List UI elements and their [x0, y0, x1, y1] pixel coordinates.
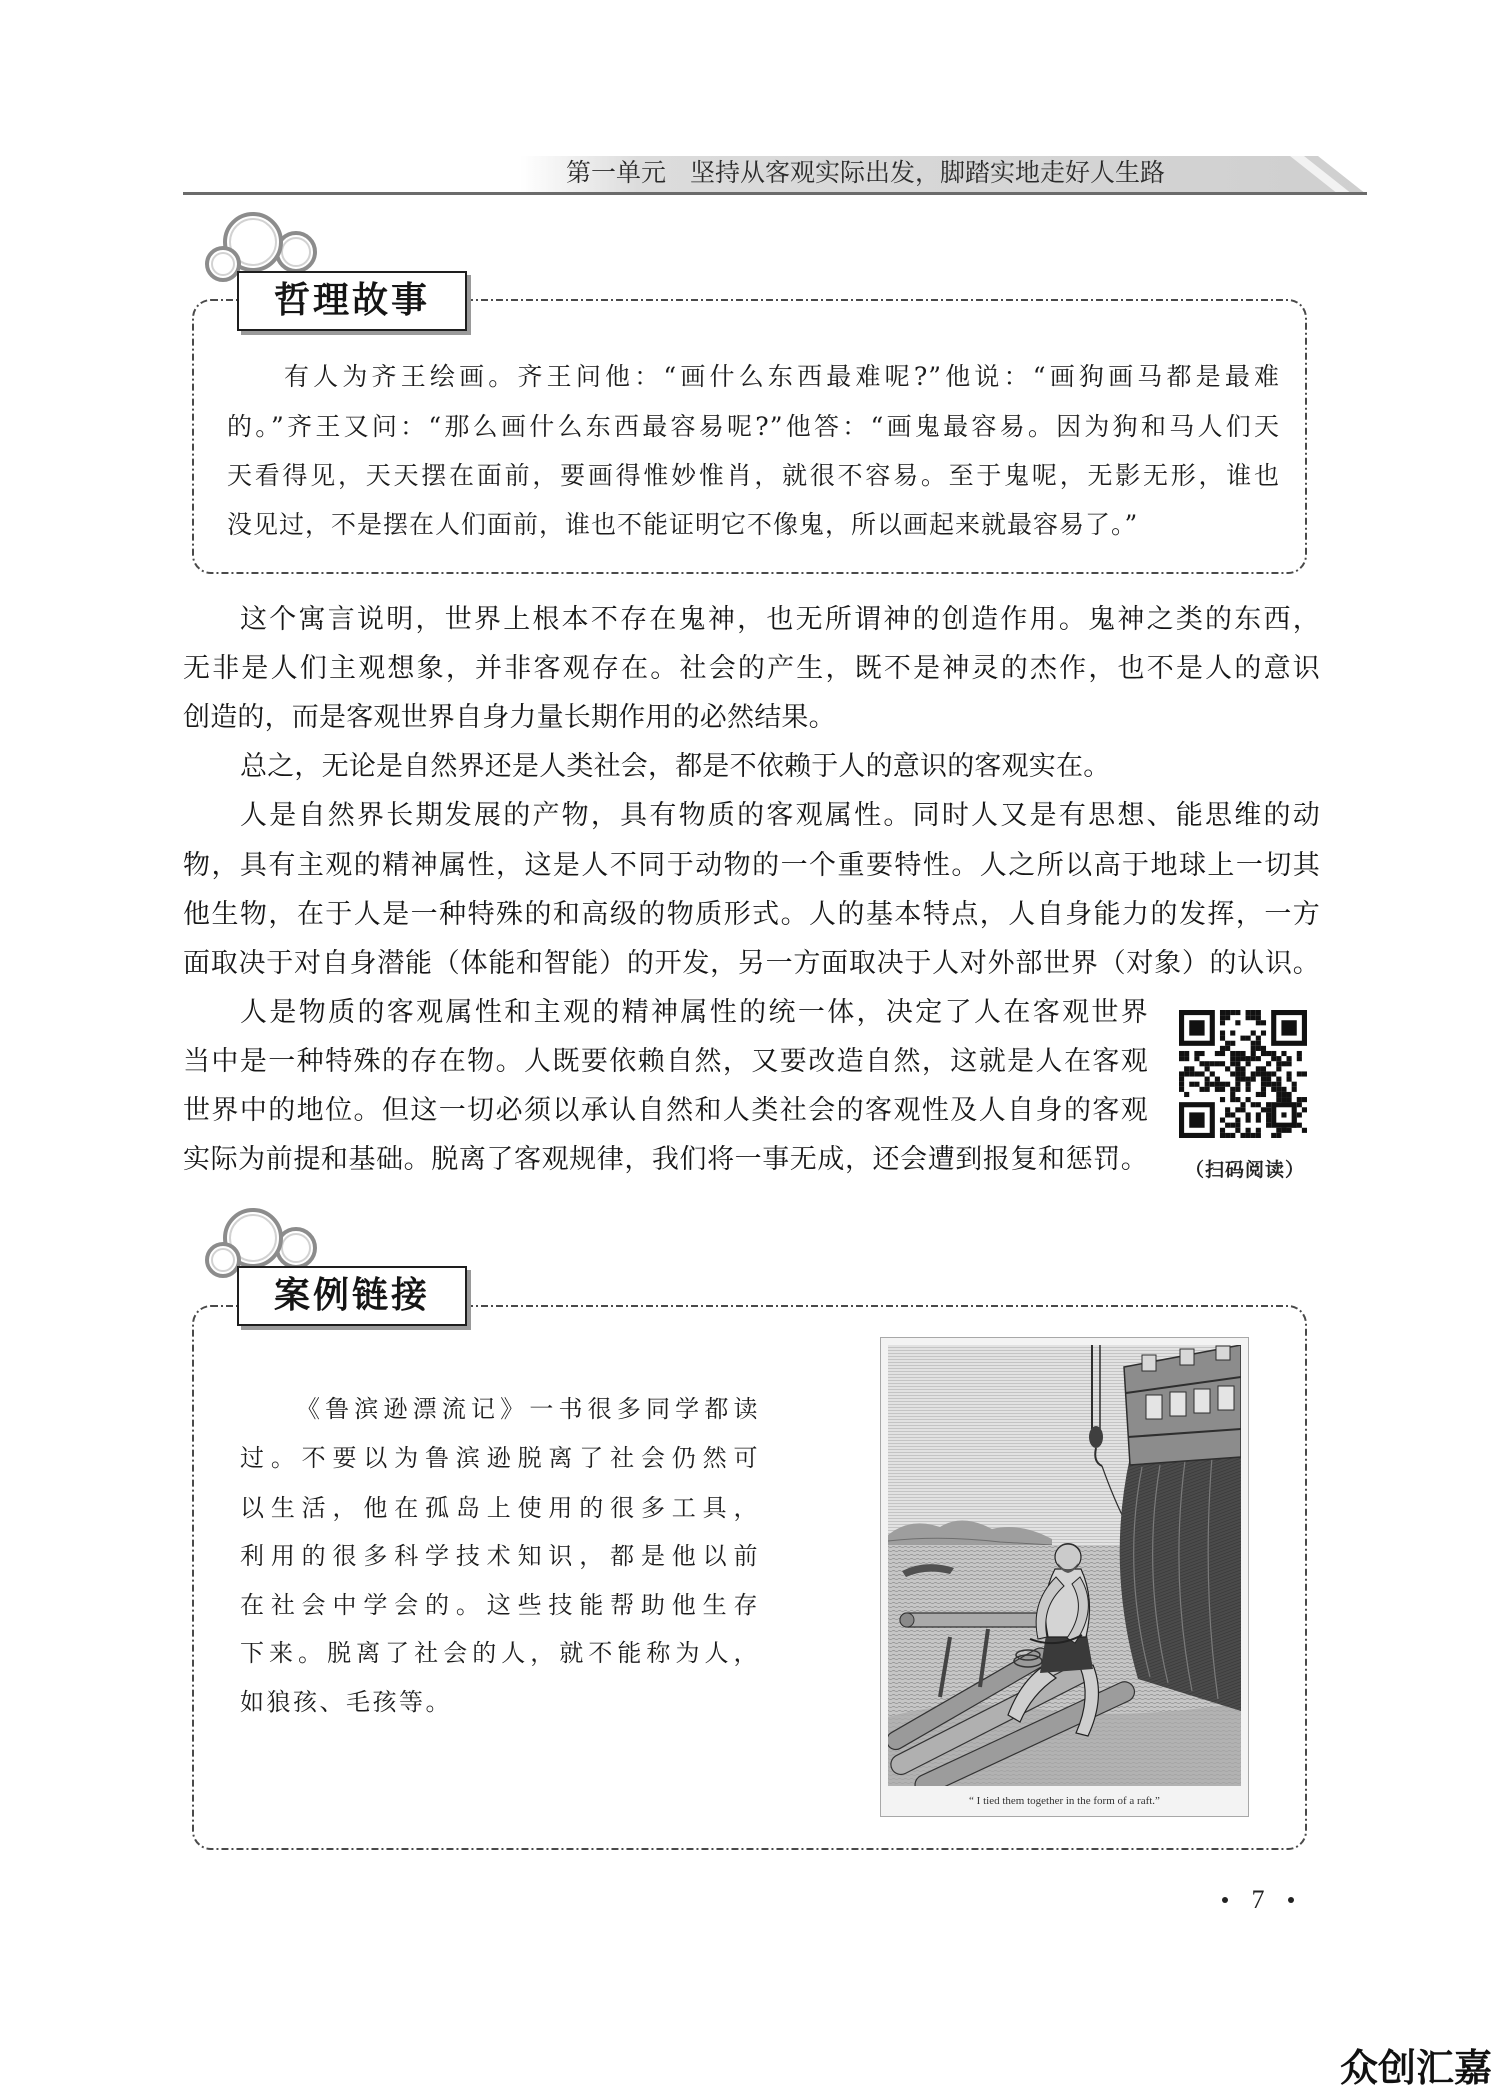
watermark: 众创汇嘉	[1340, 2046, 1493, 2090]
case-line: 过。不要以为鲁滨逊脱离了社会仍然可	[240, 1444, 760, 1472]
body-line: 人是物质的客观属性和主观的精神属性的统一体，决定了人在客观世界	[240, 997, 1148, 1028]
unit-label: 第一单元	[566, 158, 667, 187]
story-line: 没见过，不是摆在人们面前，谁也不能证明它不像鬼，所以画起来就最容易了。”	[227, 510, 1139, 539]
story-line: 的。”齐王又问：“那么画什么东西最容易呢?”他答：“画鬼最容易。因为狗和马人们天	[227, 412, 1280, 441]
header-rule	[183, 192, 1367, 195]
case-line: 利用的很多科学技术知识，都是他以前	[240, 1542, 760, 1570]
qr-caption: （扫码阅读）	[1184, 1159, 1305, 1181]
page-number-dot	[1222, 1897, 1228, 1903]
case-line: 下来。脱离了社会的人，就不能称为人，	[240, 1639, 760, 1667]
illustration-caption: “ I tied them together in the form of a raft.”	[969, 1795, 1160, 1807]
body-line: 当中是一种特殊的存在物。人既要依赖自然，又要改造自然，这就是人在客观	[183, 1046, 1148, 1077]
body-line: 世界中的地位。但这一切必须以承认自然和人类社会的客观性及人自身的客观	[183, 1095, 1148, 1126]
body-line: 创造的，而是客观世界自身力量长期作用的必然结果。	[183, 702, 836, 733]
story-line: 有人为齐王绘画。齐王问他：“画什么东西最难呢?”他说：“画狗画马都是最难	[284, 362, 1280, 391]
body-line: 实际为前提和基础。脱离了客观规律，我们将一事无成，还会遭到报复和惩罚。	[183, 1144, 1148, 1175]
running-header	[566, 156, 1165, 190]
page-number-dot	[1288, 1897, 1294, 1903]
case-line: 在社会中学会的。这些技能帮助他生存	[240, 1591, 760, 1619]
case-line: 以生活，他在孤岛上使用的很多工具，	[240, 1494, 760, 1522]
page-number	[1222, 1884, 1294, 1916]
body-line: 总之，无论是自然界还是人类社会，都是不依赖于人的意识的客观实在。	[240, 751, 1111, 782]
body-line: 无非是人们主观想象，并非客观存在。社会的产生，既不是神灵的杰作，也不是人的意识	[183, 653, 1320, 684]
case-line: 《鲁滨逊漂流记》一书很多同学都读	[296, 1395, 760, 1423]
unit-title: 坚持从客观实际出发，脚踏实地走好人生路	[690, 158, 1166, 187]
body-line: 面取决于对自身潜能（体能和智能）的开发，另一方面取决于人对外部世界（对象）的认识。	[183, 948, 1320, 979]
robinson-crusoe-illustration	[880, 1337, 1249, 1817]
page-number-value: 7	[1251, 1885, 1265, 1914]
section-title-case: 案例链接	[237, 1266, 467, 1326]
body-line: 人是自然界长期发展的产物，具有物质的客观属性。同时人又是有思想、能思维的动	[240, 800, 1320, 831]
story-line: 天看得见，天天摆在面前，要画得惟妙惟肖，就很不容易。至于鬼呢，无影无形，谁也	[227, 461, 1280, 490]
case-line: 如狼孩、毛孩等。	[240, 1688, 452, 1716]
body-line: 物，具有主观的精神属性，这是人不同于动物的一个重要特性。人之所以高于地球上一切其	[183, 850, 1320, 881]
body-line: 这个寓言说明，世界上根本不存在鬼神，也无所谓神的创造作用。鬼神之类的东西，	[240, 604, 1320, 635]
section-title-story: 哲理故事	[237, 271, 467, 331]
qr-code	[1179, 1010, 1307, 1138]
body-line: 他生物，在于人是一种特殊的和高级的物质形式。人的基本特点，人自身能力的发挥，一方	[183, 899, 1320, 930]
